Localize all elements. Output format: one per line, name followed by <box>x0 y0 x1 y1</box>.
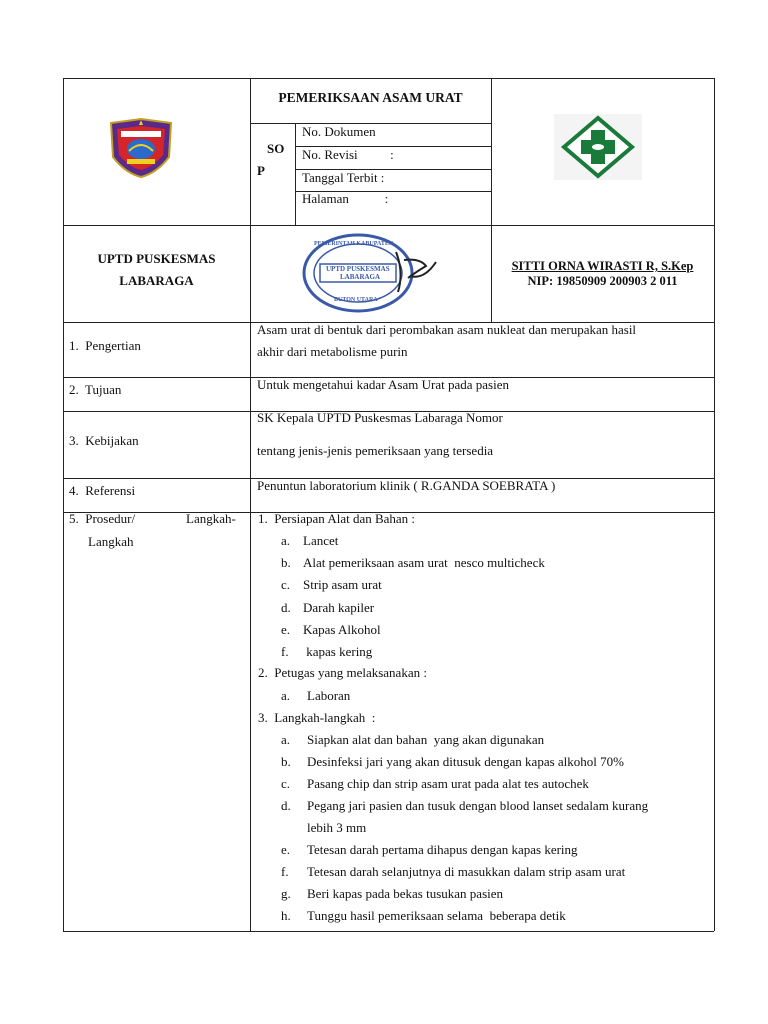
text-pengertian-1: Asam urat di bentuk dari perombakan asam nukleat dan merupakan hasil <box>257 322 637 337</box>
list-item-letter: h. <box>281 908 291 923</box>
list-item-letter: a. <box>281 688 291 703</box>
list-item-letter: d. <box>281 798 291 813</box>
list-item-letter: b. <box>281 555 291 571</box>
list-item-text: Pegang jari pasien dan tusuk dengan blood lanset sedalam kurang <box>307 798 649 813</box>
list-item-text: Laboran <box>307 688 351 703</box>
text-pengertian-2: akhir dari metabolisme purin <box>257 344 408 359</box>
sop-label-cont: P <box>257 163 265 178</box>
list-item-letter: f. <box>281 644 289 659</box>
label-prosedur: 5. Prosedur/ <box>69 511 136 526</box>
list-item-text: Kapas Alkohol <box>303 621 381 637</box>
page-title: PEMERIKSAAN ASAM URAT <box>278 90 463 105</box>
list-item-text: lebih 3 mm <box>307 820 367 835</box>
label-pengertian: 1. Pengertian <box>69 338 141 353</box>
signer-name: SITTI ORNA WIRASTI R, S.Kep <box>511 259 694 273</box>
list-item-text: Darah kapiler <box>303 599 375 615</box>
label-prosedur-langkah: Langkah- <box>186 511 236 526</box>
group2-title: 2. Petugas yang melaksanakan : <box>258 665 427 680</box>
doc-field-number: No. Dokumen <box>302 124 376 139</box>
stamp-text-top: PEMERINTAH KABUPATEN <box>314 241 394 247</box>
org-name-line1: UPTD PUSKESMAS <box>97 251 216 266</box>
doc-field-date: Tanggal Terbit : <box>302 170 385 185</box>
stamp-text-mid-2: LABARAGA <box>340 273 381 281</box>
list-item-text: kapas kering <box>303 644 373 659</box>
health-logo <box>554 114 642 180</box>
label-prosedur-cont: Langkah <box>88 534 134 549</box>
doc-field-page: Halaman : <box>302 191 389 206</box>
list-item-text: Tetesan darah pertama dihapus dengan kapas kering <box>307 842 578 857</box>
list-item-text: Desinfeksi jari yang akan ditusuk dengan kapas alkohol 70% <box>307 754 624 769</box>
stamp-text-mid-1: UPTD PUSKESMAS <box>326 265 390 273</box>
label-tujuan: 2. Tujuan <box>69 382 122 397</box>
list-item-text: Beri kapas pada bekas tusukan pasien <box>307 886 504 901</box>
list-item-text: Lancet <box>303 533 339 548</box>
list-item-text: Alat pemeriksaan asam urat nesco multicheck <box>303 555 545 571</box>
list-item-letter: a. <box>281 732 291 747</box>
list-item-letter: d. <box>281 599 291 615</box>
label-kebijakan: 3. Kebijakan <box>69 433 139 448</box>
list-item-text: Pasang chip dan strip asam urat pada alat tes autochek <box>307 776 589 791</box>
list-item-letter: b. <box>281 754 291 769</box>
text-kebijakan-1: SK Kepala UPTD Puskesmas Labaraga Nomor <box>257 410 503 425</box>
list-item-letter: f. <box>281 864 289 879</box>
group3-title: 3. Langkah-langkah : <box>258 710 376 725</box>
list-item-text: Strip asam urat <box>303 577 382 593</box>
label-referensi: 4. Referensi <box>69 483 136 498</box>
list-item-letter: g. <box>281 886 291 901</box>
list-item-letter: c. <box>281 776 291 791</box>
text-referensi: Penuntun laboratorium klinik ( R.GANDA SOEBRATA ) <box>257 478 556 493</box>
org-name-line2: LABARAGA <box>119 273 194 288</box>
doc-field-revision: No. Revisi : <box>302 147 394 162</box>
list-item-text: Siapkan alat dan bahan yang akan digunakan <box>307 732 545 747</box>
group1-title: 1. Persiapan Alat dan Bahan : <box>258 511 416 526</box>
list-item-letter: a. <box>281 533 291 548</box>
text-kebijakan-2: tentang jenis-jenis pemeriksaan yang tersedia <box>257 443 494 458</box>
stamp-text-bottom: BUTON UTARA <box>334 297 378 303</box>
list-item-letter: e. <box>281 621 291 637</box>
sop-label: SO <box>267 141 285 156</box>
signer-nip: NIP: 19850909 200903 2 011 <box>527 274 678 288</box>
list-item-letter: c. <box>281 577 291 593</box>
list-item-text: Tetesan darah selanjutnya di masukkan dalam strip asam urat <box>307 864 626 879</box>
official-stamp <box>300 232 442 314</box>
text-tujuan: Untuk mengetahui kadar Asam Urat pada pasien <box>257 377 509 392</box>
list-item-text: Tunggu hasil pemeriksaan selama beberapa detik <box>307 908 566 923</box>
regency-crest-logo <box>107 117 175 179</box>
list-item-letter: e. <box>281 842 291 857</box>
